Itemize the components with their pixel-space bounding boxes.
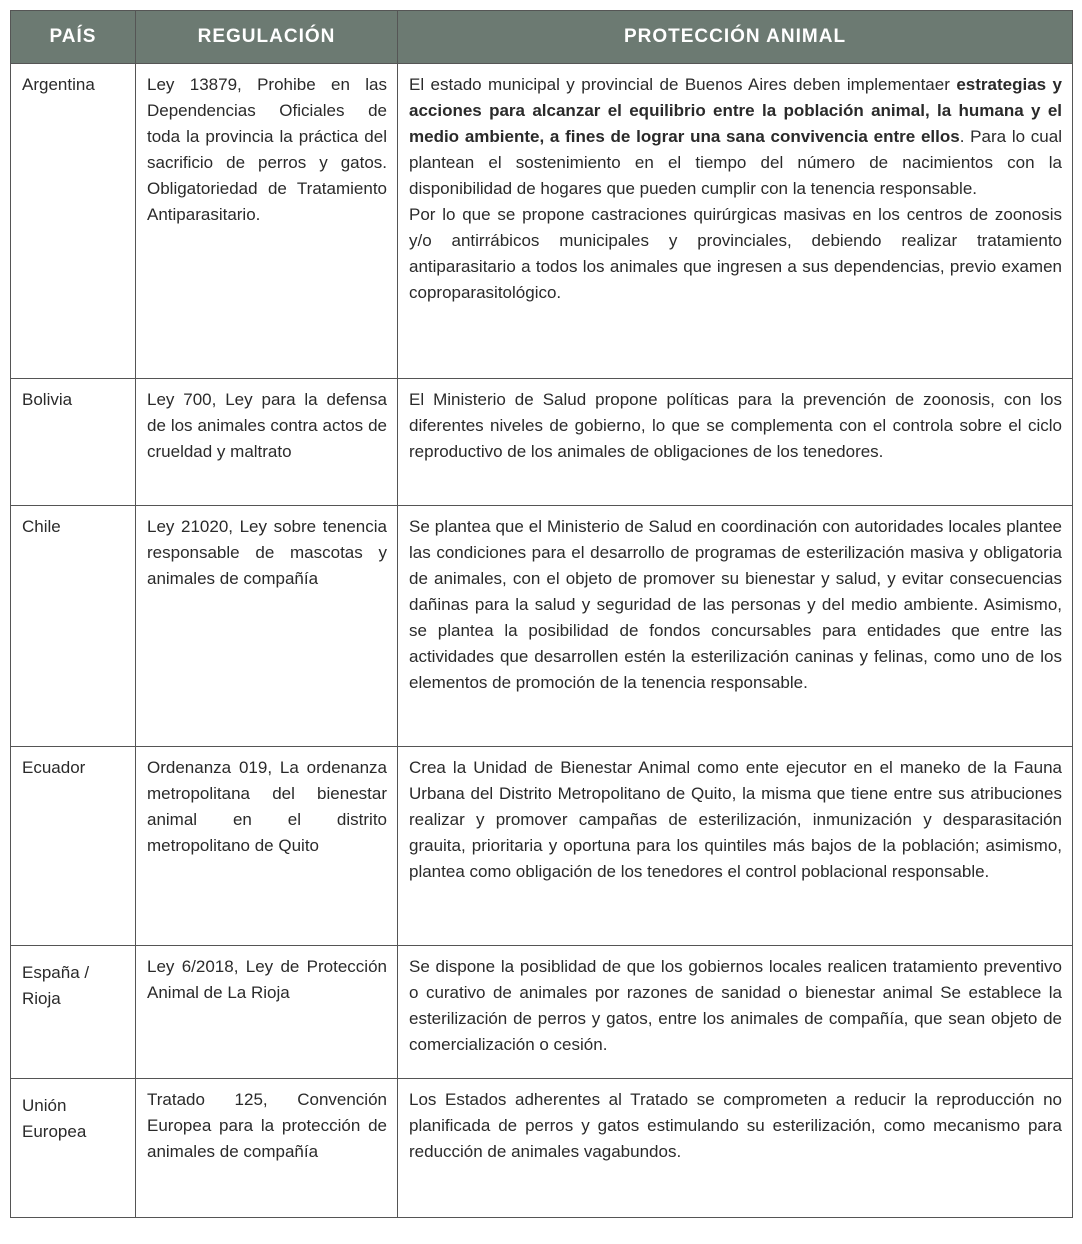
protection-cell: El Ministerio de Salud propone políticas para la prevención de zoonosis, con los diferentes niveles de gobierno, lo que se complementa con el controla sobre el ciclo reproductivo de los animales de obligaciones de los tenedores. (398, 379, 1073, 506)
regulation-cell: Tratado 125, Convención Europea para la protección de animales de compañía (136, 1079, 398, 1218)
protection-cell: Se plantea que el Ministerio de Salud en coordinación con autoridades locales plantee las condiciones para el desarrollo de programas de esterilización masiva y obligatoria de animales, con el objeto de promover su bienestar y salud, y evitar consecuencias dañinas para la salud y seguridad de las personas y del medio ambiente. Asimismo, se plantea la posibilidad de fondos concursables para entidades que entre las actividades que desarrollen estén la esterilización caninas y felinas, como uno de los elementos de promoción de la tenencia responsable. (398, 506, 1073, 747)
header-regulacion: REGULACIÓN (136, 11, 398, 64)
country-cell: Argentina (11, 64, 136, 379)
country-cell: España / Rioja (11, 946, 136, 1079)
protection-cell: Los Estados adherentes al Tratado se comprometen a reducir la reproducción no planificada de perros y gatos estimulando su esterilización, como mecanismo para reducción de animales vagabundos. (398, 1079, 1073, 1218)
country-cell: Bolivia (11, 379, 136, 506)
table-row (11, 379, 1073, 506)
country-cell: Chile (11, 506, 136, 747)
protection-cell (398, 64, 1073, 379)
protection-cell: Crea la Unidad de Bienestar Animal como ente ejecutor en el maneko de la Fauna Urbana del Distrito Metropolitano de Quito, la misma que tiene entre sus atribuciones realizar y promover campañas de esterilización, inmunización y desparasitación grauita, prioritaria y oportuna para los quintiles más bajos de la población; asimismo, plantea como obligación de los tenedores el control poblacional responsable. (398, 747, 1073, 946)
header-pais: PAÍS (11, 11, 136, 64)
animal-protection-table (10, 10, 1073, 1218)
regulation-cell: Ley 700, Ley para la defensa de los animales contra actos de crueldad y maltrato (136, 379, 398, 506)
regulation-cell: Ordenanza 019, La ordenanza metropolitana del bienestar animal en el distrito metropolitano de Quito (136, 747, 398, 946)
table-row (11, 64, 1073, 379)
table-row (11, 1079, 1073, 1218)
protection-bold: estrategias y acciones para alcanzar el equilibrio entre la población animal, la humana y el medio ambiente, a fines de lograr una sana convivencia entre ellos (409, 75, 1062, 146)
protection-paragraph-2: Por lo que se propone castraciones quirúrgicas masivas en los centros de zoonosis y/o antirrábicos municipales y provinciales, debiendo realizar tratamiento antiparasitario a todos los animales que ingresen a sus dependencias, previo examen coproparasitológico. (409, 205, 1062, 302)
table-row (11, 946, 1073, 1079)
regulation-cell: Ley 21020, Ley sobre tenencia responsable de mascotas y animales de compañía (136, 506, 398, 747)
protection-rest: . Para lo cual plantean el sostenimiento en el tiempo del número de nacimientos con la disponibilidad de hogares que pueden cumplir con la tenencia responsable. (409, 127, 1062, 198)
table-row (11, 747, 1073, 946)
header-proteccion: PROTECCIÓN ANIMAL (398, 11, 1073, 64)
table-header-row (11, 11, 1073, 64)
regulation-table-container (10, 10, 1072, 1218)
regulation-cell: Ley 6/2018, Ley de Protección Animal de La Rioja (136, 946, 398, 1079)
country-cell: Unión Europea (11, 1079, 136, 1218)
regulation-cell: Ley 13879, Prohibe en las Dependencias Oficiales de toda la provincia la práctica del sacrificio de perros y gatos. Obligatoriedad de Tratamiento Antiparasitario. (136, 64, 398, 379)
protection-intro: El estado municipal y provincial de Buenos Aires deben implementaer (409, 75, 957, 94)
protection-cell: Se dispone la posiblidad de que los gobiernos locales realicen tratamiento preventivo o curativo de animales por razones de sanidad o bienestar animal Se establece la esterilización de perros y gatos, entre los animales de compañía, que sean objeto de comercialización o cesión. (398, 946, 1073, 1079)
country-cell: Ecuador (11, 747, 136, 946)
table-row (11, 506, 1073, 747)
protection-paragraph (409, 72, 1062, 202)
